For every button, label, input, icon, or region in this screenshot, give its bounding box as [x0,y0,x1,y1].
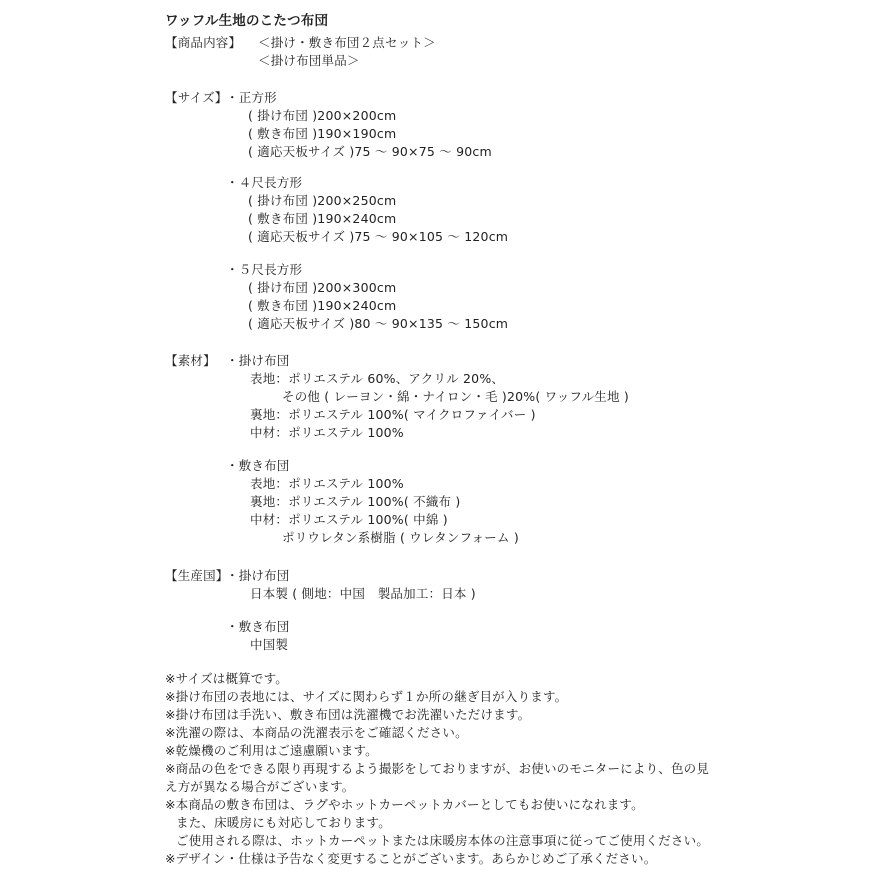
size-label: 【サイズ】 [165,90,228,105]
size-group-name: ・正方形 [226,90,277,105]
note-line: ※サイズは概算です。 [165,671,288,686]
size-line: ( 掛け布団 )200×200cm [248,108,397,123]
note-line: ※本商品の敷き布団は、ラグやホットカーペットカバーとしてもお使いになれます。 [165,797,644,812]
material-line: 裏地：ポリエステル 100%( マイクロファイバー ) [250,407,536,422]
size-line: ( 敷き布団 )190×240cm [248,298,397,313]
size-line: ( 適応天板サイズ )75 ～ 90×105 ～ 120cm [248,229,509,244]
note-line: ※デザイン・仕様は予告なく変更することがございます。あらかじめご了承ください。 [165,851,657,866]
note-line: ※掛け布団は手洗い、敷き布団は洗濯機でお洗濯いただけます。 [165,707,531,722]
material-line: 裏地：ポリエステル 100%( 不織布 ) [250,494,461,509]
note-line: ※洗濯の際は、本商品の洗濯表示をご確認ください。 [165,725,468,740]
contents-item: ＜掛け布団単品＞ [258,53,360,68]
size-line: ( 掛け布団 )200×300cm [248,280,397,295]
note-line: ※商品の色をできる限り再現するよう撮影をしておりますが、お使いのモニターにより、色の見 [165,761,710,776]
size-line: ( 掛け布団 )200×250cm [248,193,397,208]
origin-group-name: ・掛け布団 [226,568,290,583]
origin-label: 【生産国】 [165,568,229,583]
size-group-name: ・４尺長方形 [226,175,303,190]
size-line: ( 適応天板サイズ )75 ～ 90×75 ～ 90cm [248,144,492,159]
note-line: ご使用される際は、ホットカーペットまたは床暖房本体の注意事項に従ってご使用ください。 [176,833,710,848]
material-line: その他 ( レーヨン・綿・ナイロン・毛 )20%( ワッフル生地 ) [282,389,629,404]
size-line: ( 敷き布団 )190×190cm [248,126,397,141]
origin-group-name: ・敷き布団 [226,619,290,634]
material-line: 中材：ポリエステル 100%( 中綿 ) [250,512,448,527]
size-line: ( 敷き布団 )190×240cm [248,211,397,226]
material-line: 中材：ポリエステル 100% [250,425,404,440]
material-line: ポリウレタン系樹脂 ( ウレタンフォーム ) [282,530,519,545]
origin-line: 中国製 [250,637,289,652]
note-line: ※乾燥機のご利用はご遠慮願います。 [165,743,378,758]
material-line: 表地：ポリエステル 100% [250,476,404,491]
note-line: また、床暖房にも対応しております。 [176,815,391,830]
note-line: ※掛け布団の表地には、サイズに関わらず１か所の継ぎ目が入ります。 [165,689,568,704]
size-line: ( 適応天板サイズ )80 ～ 90×135 ～ 150cm [248,316,509,331]
contents-label: 【商品内容】 [165,35,242,50]
note-line: え方が異なる場合がございます。 [165,779,355,794]
origin-line: 日本製 ( 側地：中国 製品加工：日本 ) [250,586,476,601]
contents-item: ＜掛け・敷き布団２点セット＞ [258,35,436,50]
material-label: 【素材】 [165,353,216,368]
material-group-name: ・掛け布団 [226,353,290,368]
material-line: 表地：ポリエステル 60%、アクリル 20%、 [250,371,505,386]
material-group-name: ・敷き布団 [226,458,290,473]
size-group-name: ・５尺長方形 [226,262,303,277]
document-title: ワッフル生地のこたつ布団 [165,13,329,29]
